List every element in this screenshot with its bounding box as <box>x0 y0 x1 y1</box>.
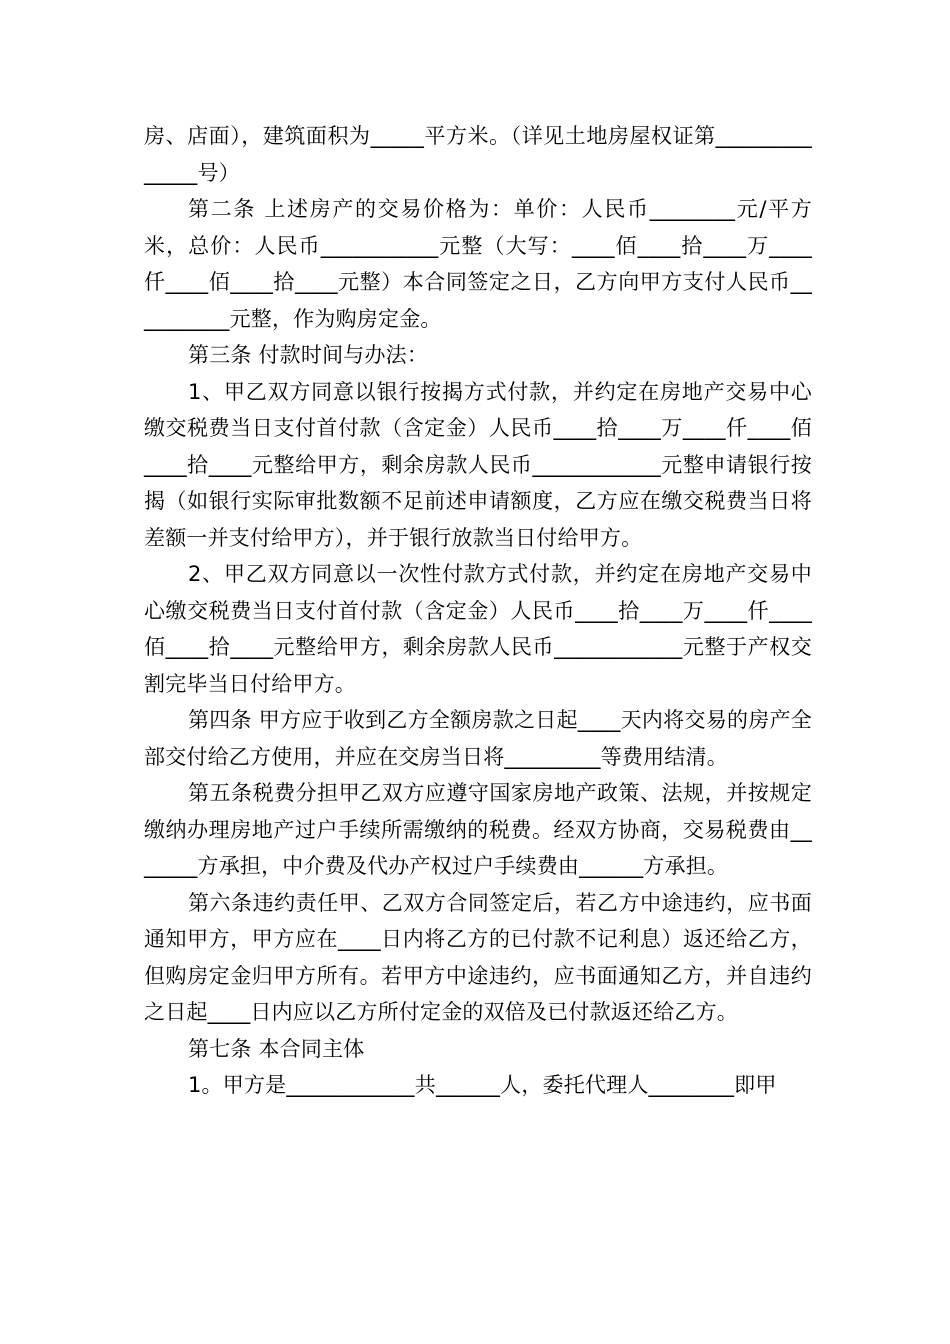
paragraph-article-7-heading: 第七条 本合同主体 <box>188 1036 365 1061</box>
paragraph-article-6-breach: 第六条违约责任甲、乙双方合同签定后，若乙方中途违约，应书面通知甲方，甲方应在____日内将乙方的已付款不记利息）返还给乙方，但购房定金归甲方所有。若甲方中途违约，应书面通知乙方，并自违约之日起____日内应以乙方所付定金的双倍及已付款返还给乙方。 <box>144 890 812 1024</box>
paragraph-article-5-taxes: 第五条税费分担甲乙双方应遵守国家房地产政策、法规，并按规定缴纳办理房地产过户手续所需缴纳的税费。经双方协商，交易税费由_______方承担，中介费及代办产权过户手续费由______方承担。 <box>144 781 812 878</box>
paragraph-article-2-price: 第二条 上述房产的交易价格为：单价：人民币________元/平方米，总价：人民币___________元整（大写：____佰____拾____万____仟____佰____拾____元整）本合同签定之日，乙方向甲方支付人民币__________元整，作为购房定金。 <box>144 197 812 331</box>
paragraph-property-area: 房、店面），建筑面积为_____平方米。（详见土地房屋权证第______________号） <box>144 124 812 185</box>
contract-body <box>144 118 812 1104</box>
paragraph-payment-mortgage: 1、甲乙双方同意以银行按揭方式付款，并约定在房地产交易中心缴交税费当日支付首付款（含定金）人民币____拾____万____仟____佰____拾____元整给甲方，剩余房款人民币____________元整申请银行按揭（如银行实际审批数额不足前述申请额度，乙方应在缴交税费当日将差额一并支付给甲方），并于银行放款当日付给甲方。 <box>144 379 812 550</box>
paragraph-article-4-delivery: 第四条 甲方应于收到乙方全额房款之日起____天内将交易的房产全部交付给乙方使用，并应在交房当日将_________等费用结清。 <box>144 708 812 769</box>
paragraph-payment-lump-sum: 2、甲乙双方同意以一次性付款方式付款，并约定在房地产交易中心缴交税费当日支付首付款（含定金）人民币____拾____万____仟____佰____拾____元整给甲方，剩余房款人民币____________元整于产权交割完毕当日付给甲方。 <box>144 562 812 696</box>
paragraph-party-a: 1。甲方是____________共______人，委托代理人________即甲 <box>188 1073 777 1097</box>
paragraph-article-3-heading: 第三条 付款时间与办法： <box>188 343 429 367</box>
